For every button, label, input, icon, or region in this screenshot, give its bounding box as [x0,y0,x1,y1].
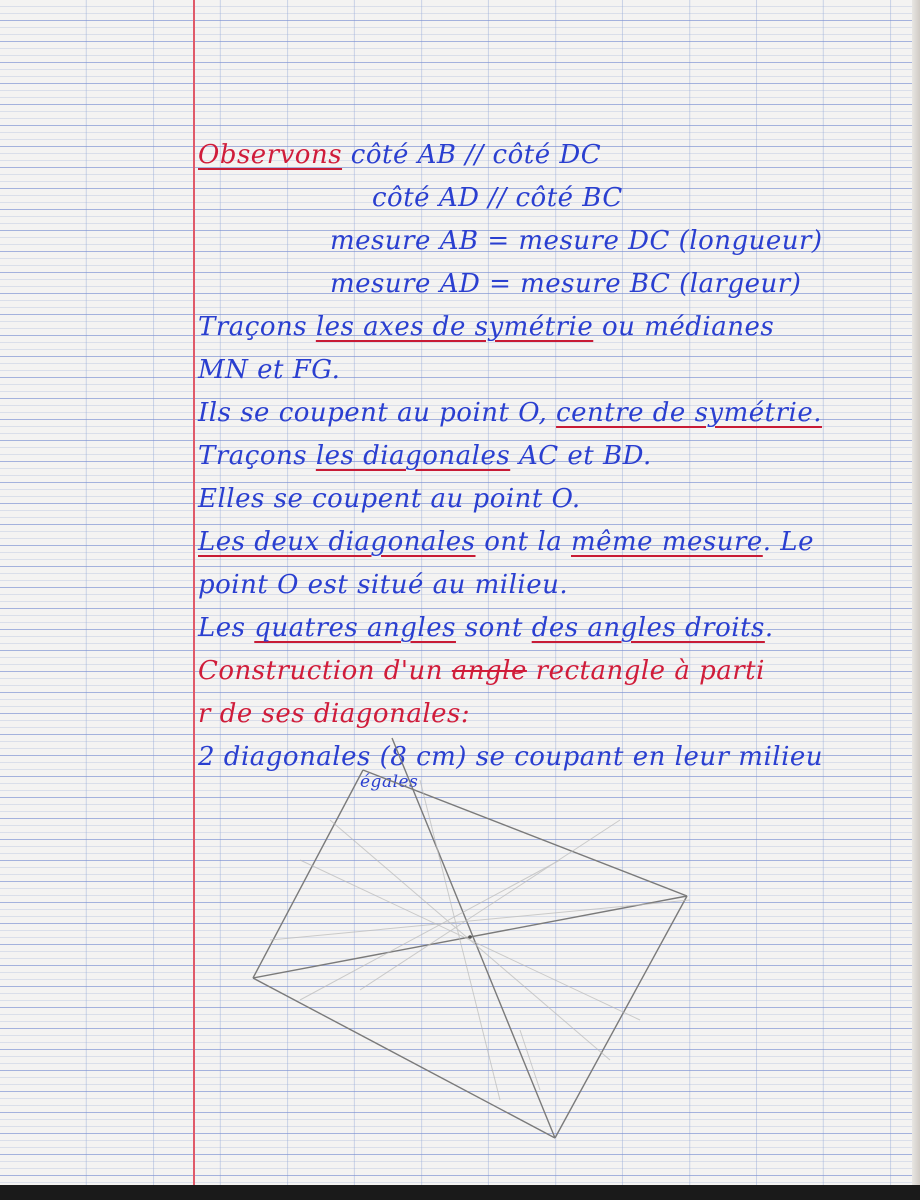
les-text: Les [198,613,255,643]
construction-line [270,900,690,940]
egales-insertion: égales [360,772,419,792]
parallel-ad-bc: côté AD // côté BC [372,183,623,213]
four-angles-term: quatres angles [254,613,456,643]
medianes-text: ou médianes [593,312,775,342]
tracons-label-2: Traçons [198,441,316,471]
intersect-text: Ils se coupent au point O, [198,398,557,428]
diagonals-term: les diagonales [315,441,511,471]
center-point-o [468,935,472,939]
center-symmetry-term: centre de symétrie. [556,398,822,428]
crossed-word: angle [451,656,527,686]
ac-bd-text: AC et BD. [510,441,652,471]
construction-line [300,860,560,1000]
construction-text: Construction d'un [198,656,452,686]
observons-heading: Observons [198,140,343,170]
rectangle-side-right [555,896,687,1138]
two-diagonals-term: Les deux diagonales [198,527,476,557]
symmetry-axes-term: les axes de symétrie [315,312,594,342]
construction-line [360,820,620,990]
measure-length-line: mesure AB = mesure DC (longueur) [330,226,823,256]
sont-text: sont [455,613,532,643]
rectangle-text: rectangle à parti [526,656,765,686]
have-the-text: ont la [475,527,571,557]
midpoint-line: point O est situé au milieu. [198,570,569,600]
right-angles-term: des angles droits [531,613,765,643]
rectangle-side-left [253,770,363,978]
construction-line [330,820,610,1060]
construction-line [420,780,500,1100]
diagonals-8cm-line: 2 diagonales (8 cm) se coupant en leur milieu [198,742,824,772]
measure-width-line: mesure AD = mesure BC (largeur) [330,269,802,299]
mn-fg-line: MN et FG. [198,355,341,385]
parallel-ab-dc: côté AB // côté DC [342,140,602,170]
rectangle-side-bottom [253,978,555,1138]
same-measure-term: même mesure [570,527,763,557]
diagonal-one [392,738,555,1138]
construction-heading-cont: r de ses diagonales: [198,699,471,729]
diagonals-intersect-line: Elles se coupent au point O. [198,484,581,514]
le-text: . Le [762,527,814,557]
rectangle-side-top [363,770,687,896]
period: . [764,613,774,643]
tracons-label: Traçons [198,312,316,342]
